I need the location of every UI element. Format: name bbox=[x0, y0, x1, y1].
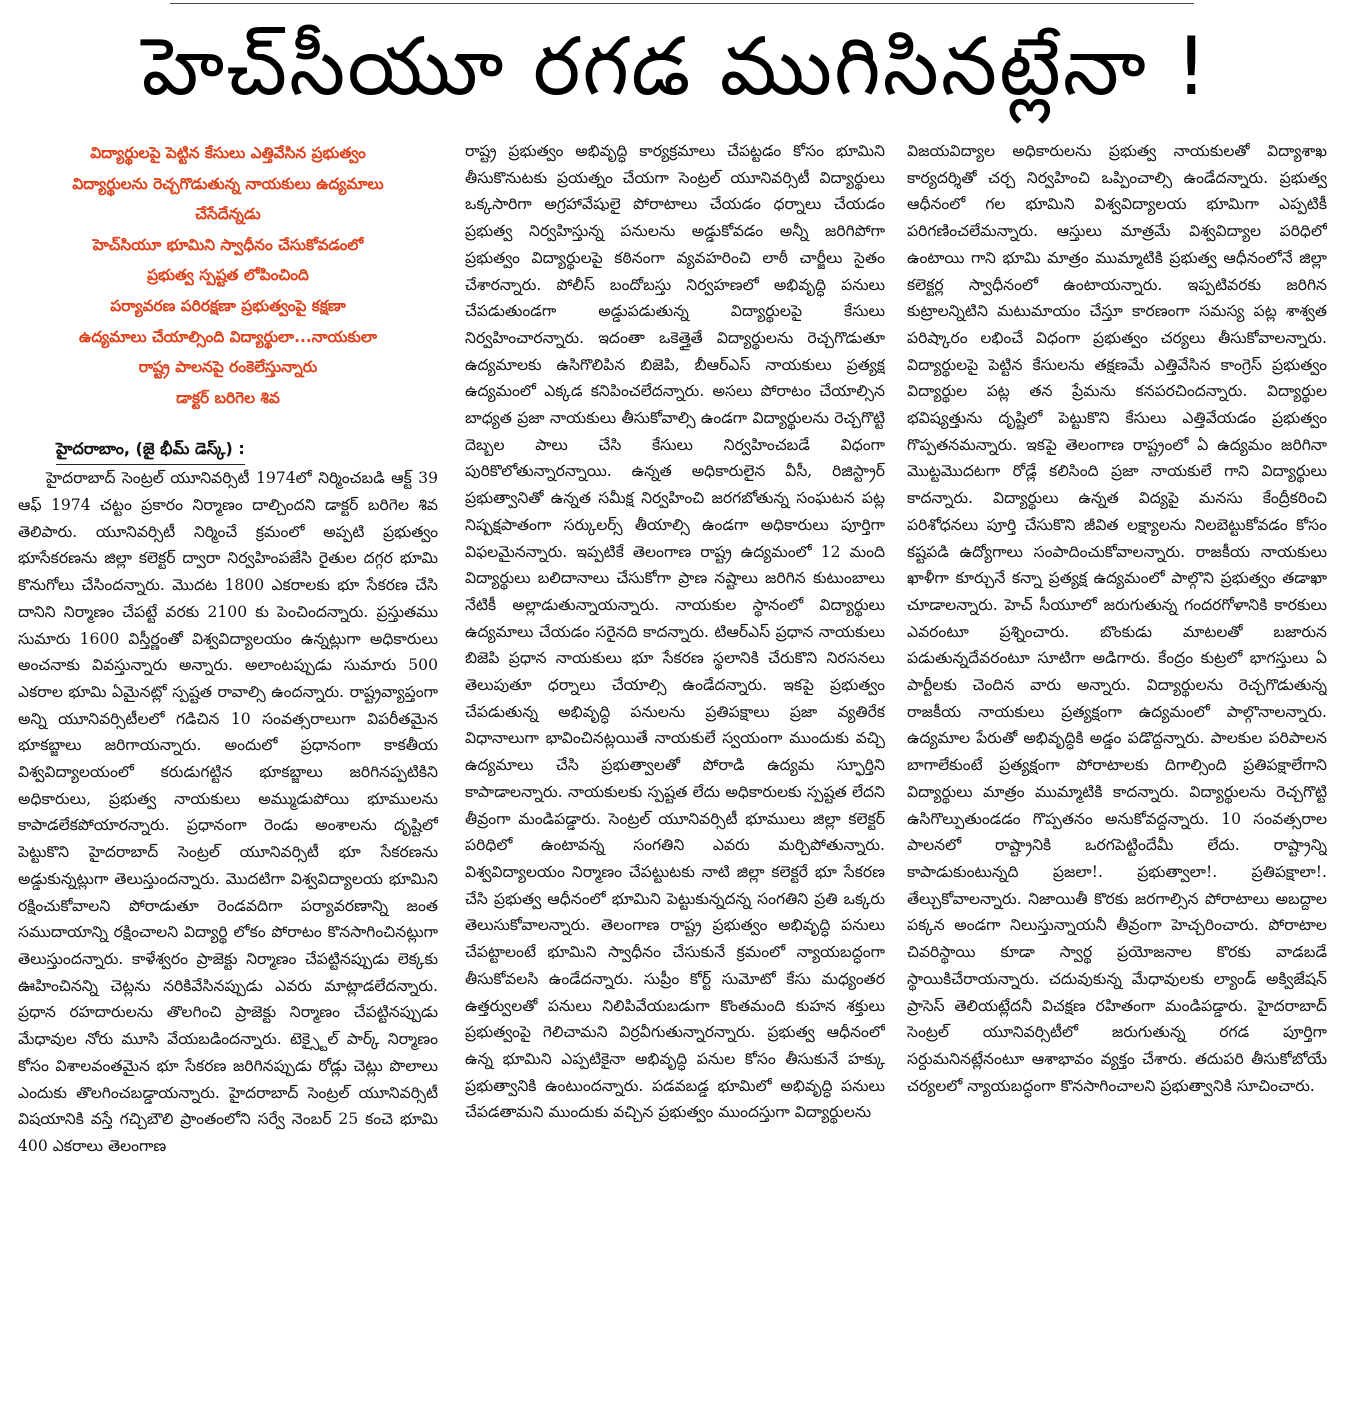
article-text-col3: విజయవిద్యాల అధికారులను ప్రభుత్వ నాయకులతో విద్యాశాఖ కార్యదర్శితో చర్చ నిర్వహించి ఒప్పించాల్సి ఉండేదన్నారు. ప్రభుత్వ ఆధీనంలో గల భూమిని విశ్వవిద్యాలయ భూమిగా ఎప్పటికీ పరిగణించలేమన్నారు. ఆస్తులు మాత్రమే విశ్వవిద్యాల పరిధిలో ఉంటాయి గాని భూమి మాత్రం ముమ్మాటికి ప్రభుత్వ ఆధీనంలోనే జిల్లా కలెక్టర్ల స్వాధీనంలో ఉంటాయన్నారు. ఇప్పటివరకు జరిగిన కుట్రాలన్నిటిని మటుమాయం చేస్తూ కారణంగా సమస్య పట్ల శాశ్వత పరిష్కారం లభించే విధంగా ప్రభుత్వం చర్యలు తీసుకోవాలన్నారు. విద్యార్థులపై పెట్టిన కేసులను తక్షణమే ఎత్తివేసిన కాంగ్రెస్ ప్రభుత్వం విద్యార్థుల పట్ల తన ప్రేమను కనపరచిందన్నారు. విద్యార్థుల భవిష్యత్తును దృష్టిలో పెట్టుకొని కేసులు ఎత్తివేయడం ప్రభుత్వం గొప్పతనమన్నారు. ఇకపై తెలంగాణ రాష్ట్రంలో ఏ ఉద్యమం జరిగినా మొట్టమొదటగా రోడ్లే కలిసింది ప్రజా నాయకులే గాని విద్యార్థులు కాదన్నారు. విద్యార్థులు ఉన్నత విద్యపై మనసు కేంద్రీకరించి పరిశోధనలు పూర్తి చేసుకొని జీవిత లక్ష్యాలను నిలబెట్టుకోవడం కోసం కష్టపడి ఉద్యోగాలు సంపాదించుకోవాలన్నారు. రాజకీయ నాయకులు ఖాళీగా కూర్చునే కన్నా ప్రత్యక్ష ఉద్యమంలో పాల్గొని ప్రభుత్వం తడాఖా చూడాలన్నారు. హెచ్ సీయూలో జరుగుతున్న గందరగోళానికి కారకులు ఎవరంటూ ప్రశ్నించారు. బొంకుడు మాటలతో బజారున పడుతున్నదేవరంటూ సూటిగా అడిగారు. కేంద్రం కుట్రలో భాగస్తులు ఏ పార్టీలకు చెందిన వారు అన్నారు. విద్యార్థులను రెచ్చగొడుతున్న రాజకీయ నాయకులు ప్రత్యక్షంగా ఉద్యమంలో పాల్గొనాలన్నారు. ఉద్యమాల పేరుతో అభివృద్ధికి అడ్డం పడొద్దన్నారు. పాలకుల పరిపాలన బాగాలేకుంటే ప్రత్యక్షంగా పోరాటాలకు దిగాల్సింది ప్రతిపక్షాలేగాని విద్యార్థులు మాత్రం ముమ్మాటికి కాదన్నారు. విద్యార్థులను రెచ్చగొట్టి ఉసిగొల్పుతుండడం గొప్పతనం అనుకోవద్దన్నారు. 10 సంవత్సరాల పాలనలో రాష్ట్రానికి ఒరగపెట్టిందేమీ లేదు. రాష్ట్రాన్ని కాపాడుకుంటున్నది ప్రజలా!. ప్రభుత్వాలా!. ప్రతిపక్షాలా!. తేల్చుకోవాలన్నారు. నిజాయితీ కొరకు జరగాల్సిన పోరాటాలు అబద్దాల పక్కన అండగా నిలుస్తున్నాయనీ తీవ్రంగా హెచ్చరించారు. పోరాటాల చివరిస్థాయి కూడా స్వార్థ ప్రయోజనాల కొరకు వాడబడే స్థాయికిచేరాయన్నారు. చదువుకున్న మేధావులకు ల్యాండ్ అక్విజేషన్ ప్రాసెస్ తెలియట్లేదనీ విచక్షణ రహితంగా మండిపడ్డారు. హైదరాబాద్ సెంట్రల్ యూనివర్సిటీలో జరుగుతున్న రగడ పూర్తిగా సర్దుమనినట్లేనంటూ ఆశాభావం వ్యక్తం చేశారు. తదుపరి తీసుకోబోయే చర్యలలో న్యాయబద్ధంగా కొనసాగించాలని ప్రభుత్వానికి సూచించారు. bbox=[907, 142, 1327, 1095]
deck-byline: డాక్టర్ బరిగెల శివ bbox=[176, 388, 280, 407]
top-rule bbox=[170, 3, 1194, 4]
deck-line: ఉద్యమాలు చేయాల్సింది విద్యార్థులా...నాయకులా bbox=[79, 327, 377, 346]
headline: హెచ్‌సీయూ రగడ ముగిసినట్లేనా ! bbox=[141, 20, 1210, 113]
column-1 bbox=[18, 138, 438, 1400]
column-3 bbox=[907, 138, 1327, 1400]
deck-line: రాష్ట్ర పాలనపై రంకెలేస్తున్నారు bbox=[138, 358, 318, 377]
deck-line: చేసేదేన్నడు bbox=[195, 205, 261, 224]
column-2 bbox=[465, 138, 885, 1400]
dateline: హైదరాబాం, (జై భీమ్ డెస్క్) : bbox=[56, 435, 245, 465]
article-text-col1: హైదరాబాద్ సెంట్రల్ యూనివర్సిటీ 1974లో నిర్మించబడి ఆక్ట్ 39 ఆఫ్ 1974 చట్టం ప్రకారం నిర్మాణం దాల్చిందని డాక్టర్ బరిగెల శివ తెలిపారు. యూనివర్సిటీ నిర్మించే క్రమంలో అప్పటి ప్రభుత్వం భూసేకరణను జిల్లా కలెక్టర్ ద్వారా నిర్వహింపజేసి రైతుల దగ్గర భూమి కొనుగోలు చేసిందన్నారు. మొదట 1800 ఎకరాలకు భూ సేకరణ చేసి దానిని నిర్మాణం చేపట్టే వరకు 2100 కు పెంచిందన్నారు. ప్రస్తుతము సుమారు 1600 విస్తీర్ణంతో విశ్వవిద్యాలయం ఉన్నట్లుగా అధికారులు అంచనాకు వివస్తున్నారు అన్నారు. అలాంటప్పుడు సుమారు 500 ఎకరాల భూమి ఏమైనట్లో స్పష్టత రావాల్సి ఉందన్నారు. రాష్ట్రవ్యాప్తంగా అన్ని యూనివర్సిటీలలో గడిచిన 10 సంవత్సరాలుగా విపరీతమైన భూకబ్జాలు జరిగాయన్నారు. అందులో ప్రధానంగా కాకతీయ విశ్వవిద్యాలయంలో కరుడుగట్టిన భూకబ్జాలు జరిగినప్పటికిని అధికారులు, ప్రభుత్వ నాయకులు అమ్ముడుపోయి భూములను కాపాడలేకపోయారన్నారు. ప్రధానంగా రెండు అంశాలను దృష్టిలో పెట్టుకొని హైదరాబాద్ సెంట్రల్ యూనివర్సిటీ భూ సేకరణను అడ్డుకున్నట్లుగా తెలుస్తుందన్నారు. మొదటిగా విశ్వవిద్యాలయ భూమిని రక్షించుకోవాలని పోరాడుతూ రెండవదిగా పర్యావరణాన్ని జంత సముదాయాన్ని రక్షించాలని విద్యార్థి లోకం పోరాటం కొనసాగించినట్లుగా తెలుస్తుందన్నారు. కాళేశ్వరం ప్రాజెక్టు నిర్మాణం చేపట్టినప్పుడు లెక్కకు ఊహించినన్ని చెట్లను నరికివేసినప్పుడు ఎవరు మాట్లాడలేదన్నారు. ప్రధాన రహదారులను తొలగించి ప్రాజెక్టు నిర్మాణం చేపట్టినప్పుడు మేధావుల నోరు మూసి వేయబడిందన్నారు. టెక్స్టైల్ పార్క్ నిర్మాణం కోసం విశాలవంతమైన భూ సేకరణ జరిగినప్పుడు రోడ్లు చెట్లు పొలాలు ఎందుకు తొలగించబడ్డాయన్నారు. హైదరాబాద్ సెంట్రల్ యూనివర్సిటీ విషయానికి వస్తే గచ్చిబౌలి ప్రాంతంలోని సర్వే నెంబర్ 25 కంచె భూమి 400 ఎకరాలు తెలంగాణ bbox=[18, 469, 438, 1155]
deck-line: హెచ్‌సియూ భూమిని స్వాధీనం చేసుకోవడంలో bbox=[92, 235, 364, 254]
deck-line: విద్యార్థులపై పెట్టిన కేసులు ఎత్తివేసిన ప్రభుత్వం bbox=[90, 144, 366, 162]
deck-line: ప్రభుత్వ స్పష్టత లోపించింది bbox=[147, 266, 309, 285]
deck-line: విద్యార్థులను రెచ్చగొడుతున్న నాయకులు ఉద్యమాలు bbox=[72, 174, 384, 193]
article-text-col2: రాష్ట్ర ప్రభుత్వం అభివృద్ధి కార్యక్రమాలు చేపట్టడం కోసం భూమిని తీసుకొనుటకు ప్రయత్నం చేయగా సెంట్రల్ యూనివర్సిటీ విద్యార్థులు ఒక్కసారిగా అగ్రహావేషులై పోరాటాలు చేయడం ధర్నాలు చేయడం ప్రభుత్వ నిర్వహిస్తున్న పనులను అడ్డుకోవడం అన్నీ జరిగిపోగా ప్రభుత్వం విద్యార్థులపై కఠినంగా వ్యవహరించి లాఠీ చార్జీలు సైతం చేశారన్నారు. పోలీస్ బందోబస్తు నిర్వహణలో అభివృద్ధి పనులు చేపడుతుండగా అడ్డుపడుతున్న విద్యార్థులపై కేసులు నిర్వహించారన్నారు. ఇదంతా ఒకెత్తైతే విద్యార్థులను రెచ్చగొడుతూ ఉద్యమాలకు ఉసిగొలిపిన బిజెపి, బీఆర్ఎస్ నాయకులు ప్రత్యక్ష ఉద్యమంలో ఎక్కడ కనిపించలేదన్నారు. అసలు పోరాటం చేయాల్సిన బాధ్యత ప్రజా నాయకులు తీసుకోవాల్సి ఉండగా విద్యార్థులను రెచ్చగొట్టి దెబ్బల పాలు చేసి కేసులు నిర్వహించబడే విధంగా పురికొలోతున్నారన్నాయి. ఉన్నత అధికారులైన వీసీ, రిజిస్ట్రార్ ప్రభుత్వానితో ఉన్నత సమీక్ష నిర్వహించి జరగబోతున్న సంఘటన పట్ల నిష్పక్షపాతంగా సర్కులర్స్ తీయాల్సి ఉండగా అధికారులు పూర్తిగా విఫలమైనన్నారు. ఇప్పటికే తెలంగాణ రాష్ట్ర ఉద్యమంలో 12 మంది విద్యార్థులు బలిదానాలు చేసుకోగా ప్రాణ నష్టాలు జరిగిన కుటుంబాలు నేటికీ అల్లాడుతున్నాయన్నారు. నాయకుల స్థానంలో విద్యార్థులు ఉద్యమాలు చేయడం సరైనది కాదన్నారు. టిఆర్ఎస్ ప్రధాన నాయకులు బిజెపి ప్రధాన నాయకులు భూ సేకరణ స్థలానికి చేరుకొని నిరసనలు తెలుపుతూ ధర్నాలు చేయాల్సి ఉండేదన్నారు. ఇకపై ప్రభుత్వం చేపడుతున్న అభివృద్ధి పనులను ప్రతిపక్షాలు ప్రజా వ్యతిరేక విధానాలుగా భావించినట్లయితే నాయకులే స్వయంగా ముందుకు వచ్చి ఉద్యమాలు చేసి ప్రభుత్వాలతో పోరాడి ఉద్యమ స్ఫూర్తిని కాపాడాలన్నారు. నాయకులకు స్పష్టత లేదు అధికారులకు స్పష్టత లేదని తీవ్రంగా మండిపడ్డారు. సెంట్రల్ యూనివర్సిటీ భూములు జిల్లా కలెక్టర్ పరిధిలో ఉంటావన్న సంగతిని ఎవరు మర్చిపోతున్నారు. విశ్వవిద్యాలయం నిర్మాణం చేపట్టుటకు నాటి జిల్లా కలెక్టరే భూ సేకరణ చేసి ప్రభుత్వ ఆధీనంలో భూమిని పెట్టుకున్నదన్న సంగతిని ప్రతి ఒక్కరు తెలుసుకోవాలన్నారు. తెలంగాణ రాష్ట్ర ప్రభుత్వం అభివృద్ధి పనులు చేపట్టాలంటే భూమిని స్వాధీనం చేసుకునే క్రమంలో న్యాయబద్ధంగా తీసుకోవలసి ఉండేదన్నారు. సుప్రీం కోర్ట్ సుమోటో కేసు మధ్యంతర ఉత్తర్వులతో పనులు నిలిపివేయబడుగా కొంతమంది కుహన శక్తులు ప్రభుత్వంపై గెలిచామని విర్రవీగుతున్నారన్నారు. ప్రభుత్వ ఆధీనంలో ఉన్న భూమిని ఎప్పటికైనా అభివృద్ధి పనుల కోసం తీసుకునే హక్కు ప్రభుత్వానికి ఉంటుందన్నారు. పడవబడ్డ భూమిలో అభివృద్ధి పనులు చేపడతామని ముందుకు వచ్చిన ప్రభుత్వం ముందస్తుగా విద్యార్థులను bbox=[465, 142, 885, 1122]
deck bbox=[18, 138, 438, 413]
deck-line: పర్యావరణ పరిరక్షణా ప్రభుత్వంపై కక్షణా bbox=[110, 296, 346, 315]
